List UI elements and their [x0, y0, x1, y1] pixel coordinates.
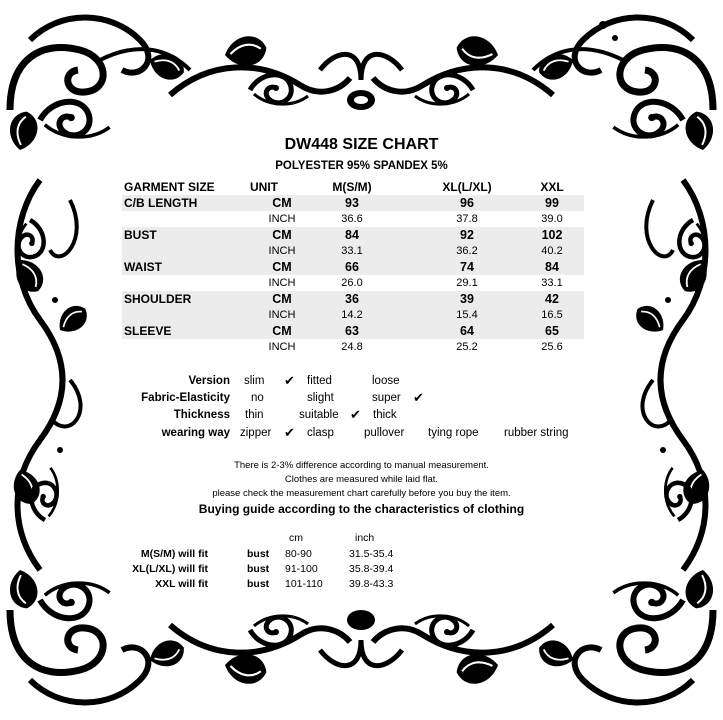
value-cell: 24.8 — [341, 341, 363, 353]
option-rubber-string: rubber string — [504, 427, 569, 439]
option-no: no — [251, 392, 264, 404]
buying-guide-title: Buying guide according to the characteristics of clothing — [198, 502, 525, 516]
bottom-border — [170, 610, 553, 687]
check-icon: ✔ — [284, 425, 295, 440]
check-icon: ✔ — [413, 390, 424, 405]
unit-cell: CM — [272, 260, 292, 274]
option-thin: thin — [245, 409, 264, 421]
guide-row-part: bust — [247, 563, 270, 575]
guide-row-cm: 91-100 — [285, 563, 318, 575]
note-difference: There is 2-3% difference according to manual measurement. — [234, 460, 489, 471]
chart-title: DW448 SIZE CHART — [284, 136, 439, 153]
value-cell: 42 — [545, 292, 559, 306]
value-cell: 63 — [345, 324, 359, 338]
value-cell: 64 — [460, 324, 474, 338]
value-cell: 33.1 — [341, 245, 363, 257]
option-slim: slim — [244, 375, 265, 387]
table-row — [122, 275, 584, 291]
row-label: SHOULDER — [124, 292, 192, 306]
check-icon: ✔ — [350, 407, 361, 422]
fabric-composition: POLYESTER 95% SPANDEX 5% — [275, 160, 448, 172]
option-loose: loose — [372, 375, 400, 387]
guide-row-inch: 39.8-43.3 — [349, 578, 394, 590]
table-row — [122, 339, 584, 355]
unit-cell: INCH — [268, 341, 296, 353]
option-zipper: zipper — [240, 427, 272, 439]
value-cell: 16.5 — [541, 309, 563, 321]
value-cell: 74 — [460, 260, 474, 274]
value-cell: 92 — [460, 228, 474, 242]
guide-row-part: bust — [247, 548, 270, 560]
value-cell: 93 — [345, 196, 359, 210]
guide-row-inch: 35.8-39.4 — [349, 563, 394, 575]
value-cell: 96 — [460, 196, 474, 210]
value-cell: 84 — [345, 228, 359, 242]
value-cell: 37.8 — [456, 213, 478, 225]
value-cell: 36 — [345, 292, 359, 306]
unit-cell: INCH — [268, 309, 296, 321]
value-cell: 39.0 — [541, 213, 563, 225]
value-cell: 33.1 — [541, 277, 563, 289]
table-row — [122, 291, 584, 307]
corner-bottom-right — [535, 568, 717, 703]
table-row — [122, 259, 584, 275]
value-cell: 65 — [545, 324, 559, 338]
table-row — [122, 323, 584, 339]
value-cell: 14.2 — [341, 309, 363, 321]
attr-label-wearing-way: wearing way — [161, 427, 230, 439]
table-row — [122, 227, 584, 243]
unit-cell: CM — [272, 324, 292, 338]
value-cell: 15.4 — [456, 309, 478, 321]
guide-row-label: M(S/M) will fit — [140, 548, 208, 560]
value-cell: 25.6 — [541, 341, 563, 353]
note-check-chart: please check the measurement chart carefully before you buy the item. — [212, 488, 511, 499]
guide-row-part: bust — [247, 578, 270, 590]
value-cell: 39 — [460, 292, 474, 306]
table-row — [122, 243, 584, 259]
unit-cell: CM — [272, 228, 292, 242]
value-cell: 84 — [545, 260, 559, 274]
attr-label-thickness: Thickness — [173, 409, 230, 421]
attr-label-elasticity: Fabric-Elasticity — [141, 392, 230, 404]
table-row — [122, 211, 584, 227]
row-label: WAIST — [124, 260, 162, 274]
header-garment-size: GARMENT SIZE — [124, 180, 215, 194]
guide-row-label: XL(L/XL) will fit — [132, 563, 208, 575]
value-cell: 99 — [545, 196, 559, 210]
option-tying-rope: tying rope — [428, 427, 479, 439]
table-row — [122, 195, 584, 211]
note-laid-flat: Clothes are measured while laid flat. — [284, 474, 439, 485]
unit-cell: INCH — [268, 277, 296, 289]
value-cell: 36.6 — [341, 213, 363, 225]
value-cell: 29.1 — [456, 277, 478, 289]
corner-top-right — [535, 18, 717, 153]
row-label: SLEEVE — [124, 324, 172, 338]
guide-row-label: XXL will fit — [155, 578, 208, 590]
unit-cell: CM — [272, 292, 292, 306]
unit-cell: CM — [272, 196, 292, 210]
guide-col-inch: inch — [355, 532, 375, 544]
option-super: super — [372, 392, 401, 404]
corner-top-left — [7, 18, 189, 153]
row-label: BUST — [124, 228, 157, 242]
unit-cell: INCH — [268, 245, 296, 257]
guide-row-cm: 80-90 — [285, 548, 312, 560]
header-size-xl: XL(L/XL) — [442, 180, 492, 194]
guide-row-cm: 101-110 — [285, 578, 323, 590]
value-cell: 26.0 — [341, 277, 363, 289]
guide-col-cm: cm — [289, 532, 303, 544]
value-cell: 40.2 — [541, 245, 563, 257]
value-cell: 25.2 — [456, 341, 478, 353]
value-cell: 36.2 — [456, 245, 478, 257]
option-thick: thick — [373, 409, 397, 421]
check-icon: ✔ — [284, 373, 295, 388]
option-pullover: pullover — [364, 427, 405, 439]
unit-cell: INCH — [268, 213, 296, 225]
value-cell: 102 — [541, 228, 563, 242]
header-unit: UNIT — [250, 180, 278, 194]
row-label: C/B LENGTH — [124, 196, 198, 210]
option-fitted: fitted — [307, 375, 332, 387]
option-slight: slight — [307, 392, 334, 404]
header-size-m: M(S/M) — [332, 180, 372, 194]
header-size-xxl: XXL — [540, 180, 564, 194]
attr-label-version: Version — [188, 375, 230, 387]
option-clasp: clasp — [307, 427, 334, 439]
option-suitable: suitable — [299, 409, 339, 421]
table-row — [122, 307, 584, 323]
value-cell: 66 — [345, 260, 359, 274]
guide-row-inch: 31.5-35.4 — [349, 548, 394, 560]
